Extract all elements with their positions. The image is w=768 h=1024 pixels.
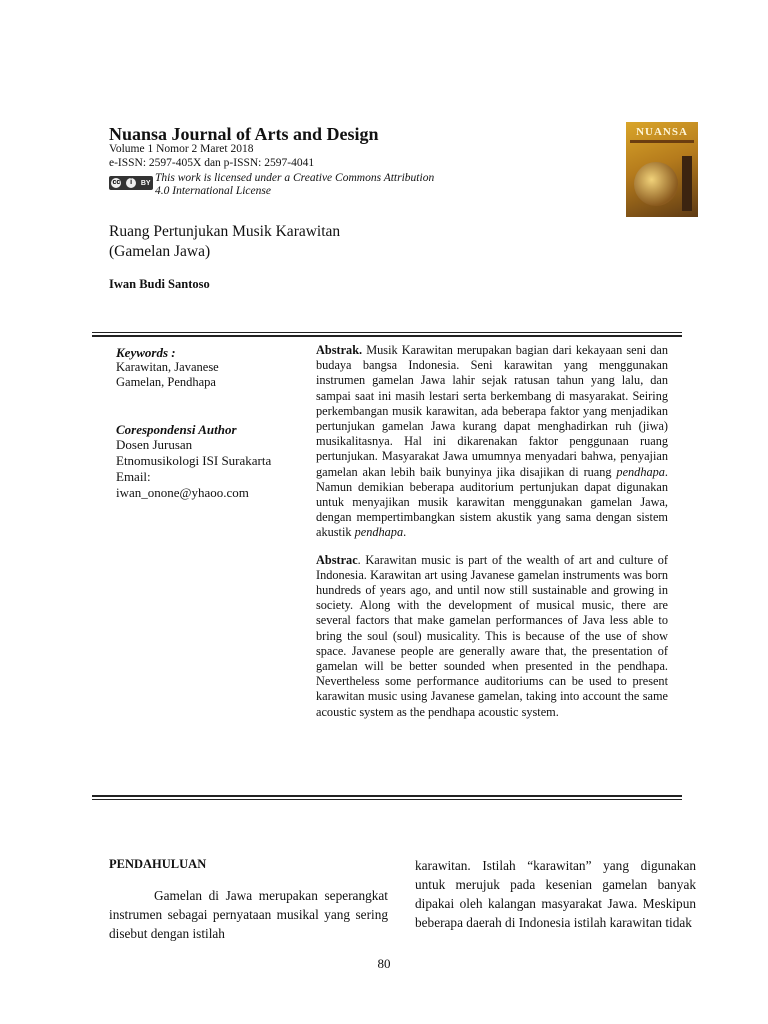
- by-label: BY: [140, 179, 151, 187]
- license-line-1[interactable]: This work is licensed under a Creative Commons Attribution: [155, 172, 435, 184]
- license-line-2[interactable]: 4.0 International License: [155, 185, 271, 197]
- top-rule-thick: [92, 335, 682, 337]
- abstract-indonesian: [316, 343, 668, 541]
- correspondence-line: Email:: [116, 469, 151, 484]
- abstract-english: [316, 553, 668, 720]
- article-title-line-1: Ruang Pertunjukan Musik Karawitan: [109, 223, 341, 240]
- body-text-left-column: Gamelan di Jawa merupakan seperangkat instrumen sebagai pernyataan musikal yang sering disebut dengan istilah: [109, 888, 388, 941]
- abstract-column: [316, 343, 668, 720]
- abstract-id-text: .: [403, 525, 407, 540]
- bottom-rule-thick: [92, 795, 682, 797]
- author-name: Iwan Budi Santoso: [109, 277, 210, 291]
- journal-title: Nuansa Journal of Arts and Design: [109, 124, 379, 144]
- article-title: [109, 222, 340, 262]
- journal-cover-image: [626, 122, 698, 217]
- article-title-line-2: (Gamelan Jawa): [109, 243, 211, 260]
- cover-title: NUANSA: [636, 126, 688, 138]
- abstract-en-text: . Karawitan music is part of the wealth of art and culture of Indonesia. Karawitan art using Javanese gamelan instruments was born hundreds of years ago, and until now still sustainable and growing in society. Along with the development of musical music, there are several factors that make gamelan performances of Java less able to bring the soul (soul) musicality. This is because of the use of show space. Javanese people are generally aware that, the presentation of gamelan will be better sounded when presented in the pendhapa. Nevertheless some performance auditoriums can be used to present karawitan music using Javanese gamelan, taking into account the same acoustic system as the pendhapa acoustic system.: [316, 552, 668, 719]
- keywords-line-1: Karawitan, Javanese: [116, 360, 219, 374]
- cc-license-badge[interactable]: [109, 176, 153, 190]
- abstract-id-italic: pendhapa: [354, 525, 404, 540]
- abstract-id-text: . Namun demikian beberapa auditorium pertunjukan dapat digunakan untuk menyajikan musik karawitan menggunakan gamelan Jawa, dengan mempertimbangkan sistem akustik yang sama dengan sistem akustik: [316, 464, 668, 540]
- abstract-id-italic: pendhapa: [616, 464, 665, 479]
- journal-issn: e-ISSN: 2597-405X dan p-ISSN: 2597-4041: [109, 157, 315, 169]
- abstract-id-label: Abstrak.: [316, 343, 363, 357]
- top-rule-thin: [92, 332, 682, 333]
- section-heading: PENDAHULUAN: [109, 857, 207, 871]
- journal-volume: Volume 1 Nomor 2 Maret 2018: [109, 143, 254, 155]
- attribution-icon: i: [126, 178, 136, 188]
- correspondence-line: Etnomusikologi ISI Surakarta: [116, 453, 272, 468]
- author-email[interactable]: iwan_onone@yhaoo.com: [116, 485, 249, 500]
- article-info-sidebar: [116, 345, 306, 501]
- keywords-heading: Keywords :: [116, 345, 176, 360]
- bottom-rule-thin: [92, 799, 682, 800]
- correspondence-line: Dosen Jurusan: [116, 437, 193, 452]
- body-text-right-column: karawitan. Istilah “karawitan” yang digunakan untuk merujuk pada kesenian gamelan banyak dipakai oleh kalangan masyarakat Jawa. Meskipun beberapa daerah di Indonesia istilah karawitan tidak: [415, 858, 696, 930]
- keywords-line-2: Gamelan, Pendhapa: [116, 375, 216, 389]
- abstract-id-text: Musik Karawitan merupakan bagian dari kekayaan seni dan budaya bangsa Indonesia. Seni karawitan yang menggunakan instrumen gamelan Jawa lahir sejak ratusan tahun yang lalu, dan sampai saat ini masih lestari serta berkembang di masyarakat. Seiring perkembangan musik karawitan, ada beberapa faktor yang menjadikan pertunjukan gamelan Jawa kurang dapat menghadirkan ruh (jiwa) musikalitasnya. Hal ini dikarenakan faktor penggunaan ruang pertunjukan. Masyarakat Jawa umumnya menyadari bahwa, penyajian gamelan akan lebih baik bunyinya jika disajikan di ruang: [316, 343, 668, 479]
- abstract-en-label: Abstrac: [316, 552, 358, 567]
- license-text: [155, 172, 434, 198]
- cc-icon: cc: [112, 179, 121, 186]
- page-number: 80: [377, 956, 391, 971]
- correspondence-heading: Corespondensi Author: [116, 422, 237, 437]
